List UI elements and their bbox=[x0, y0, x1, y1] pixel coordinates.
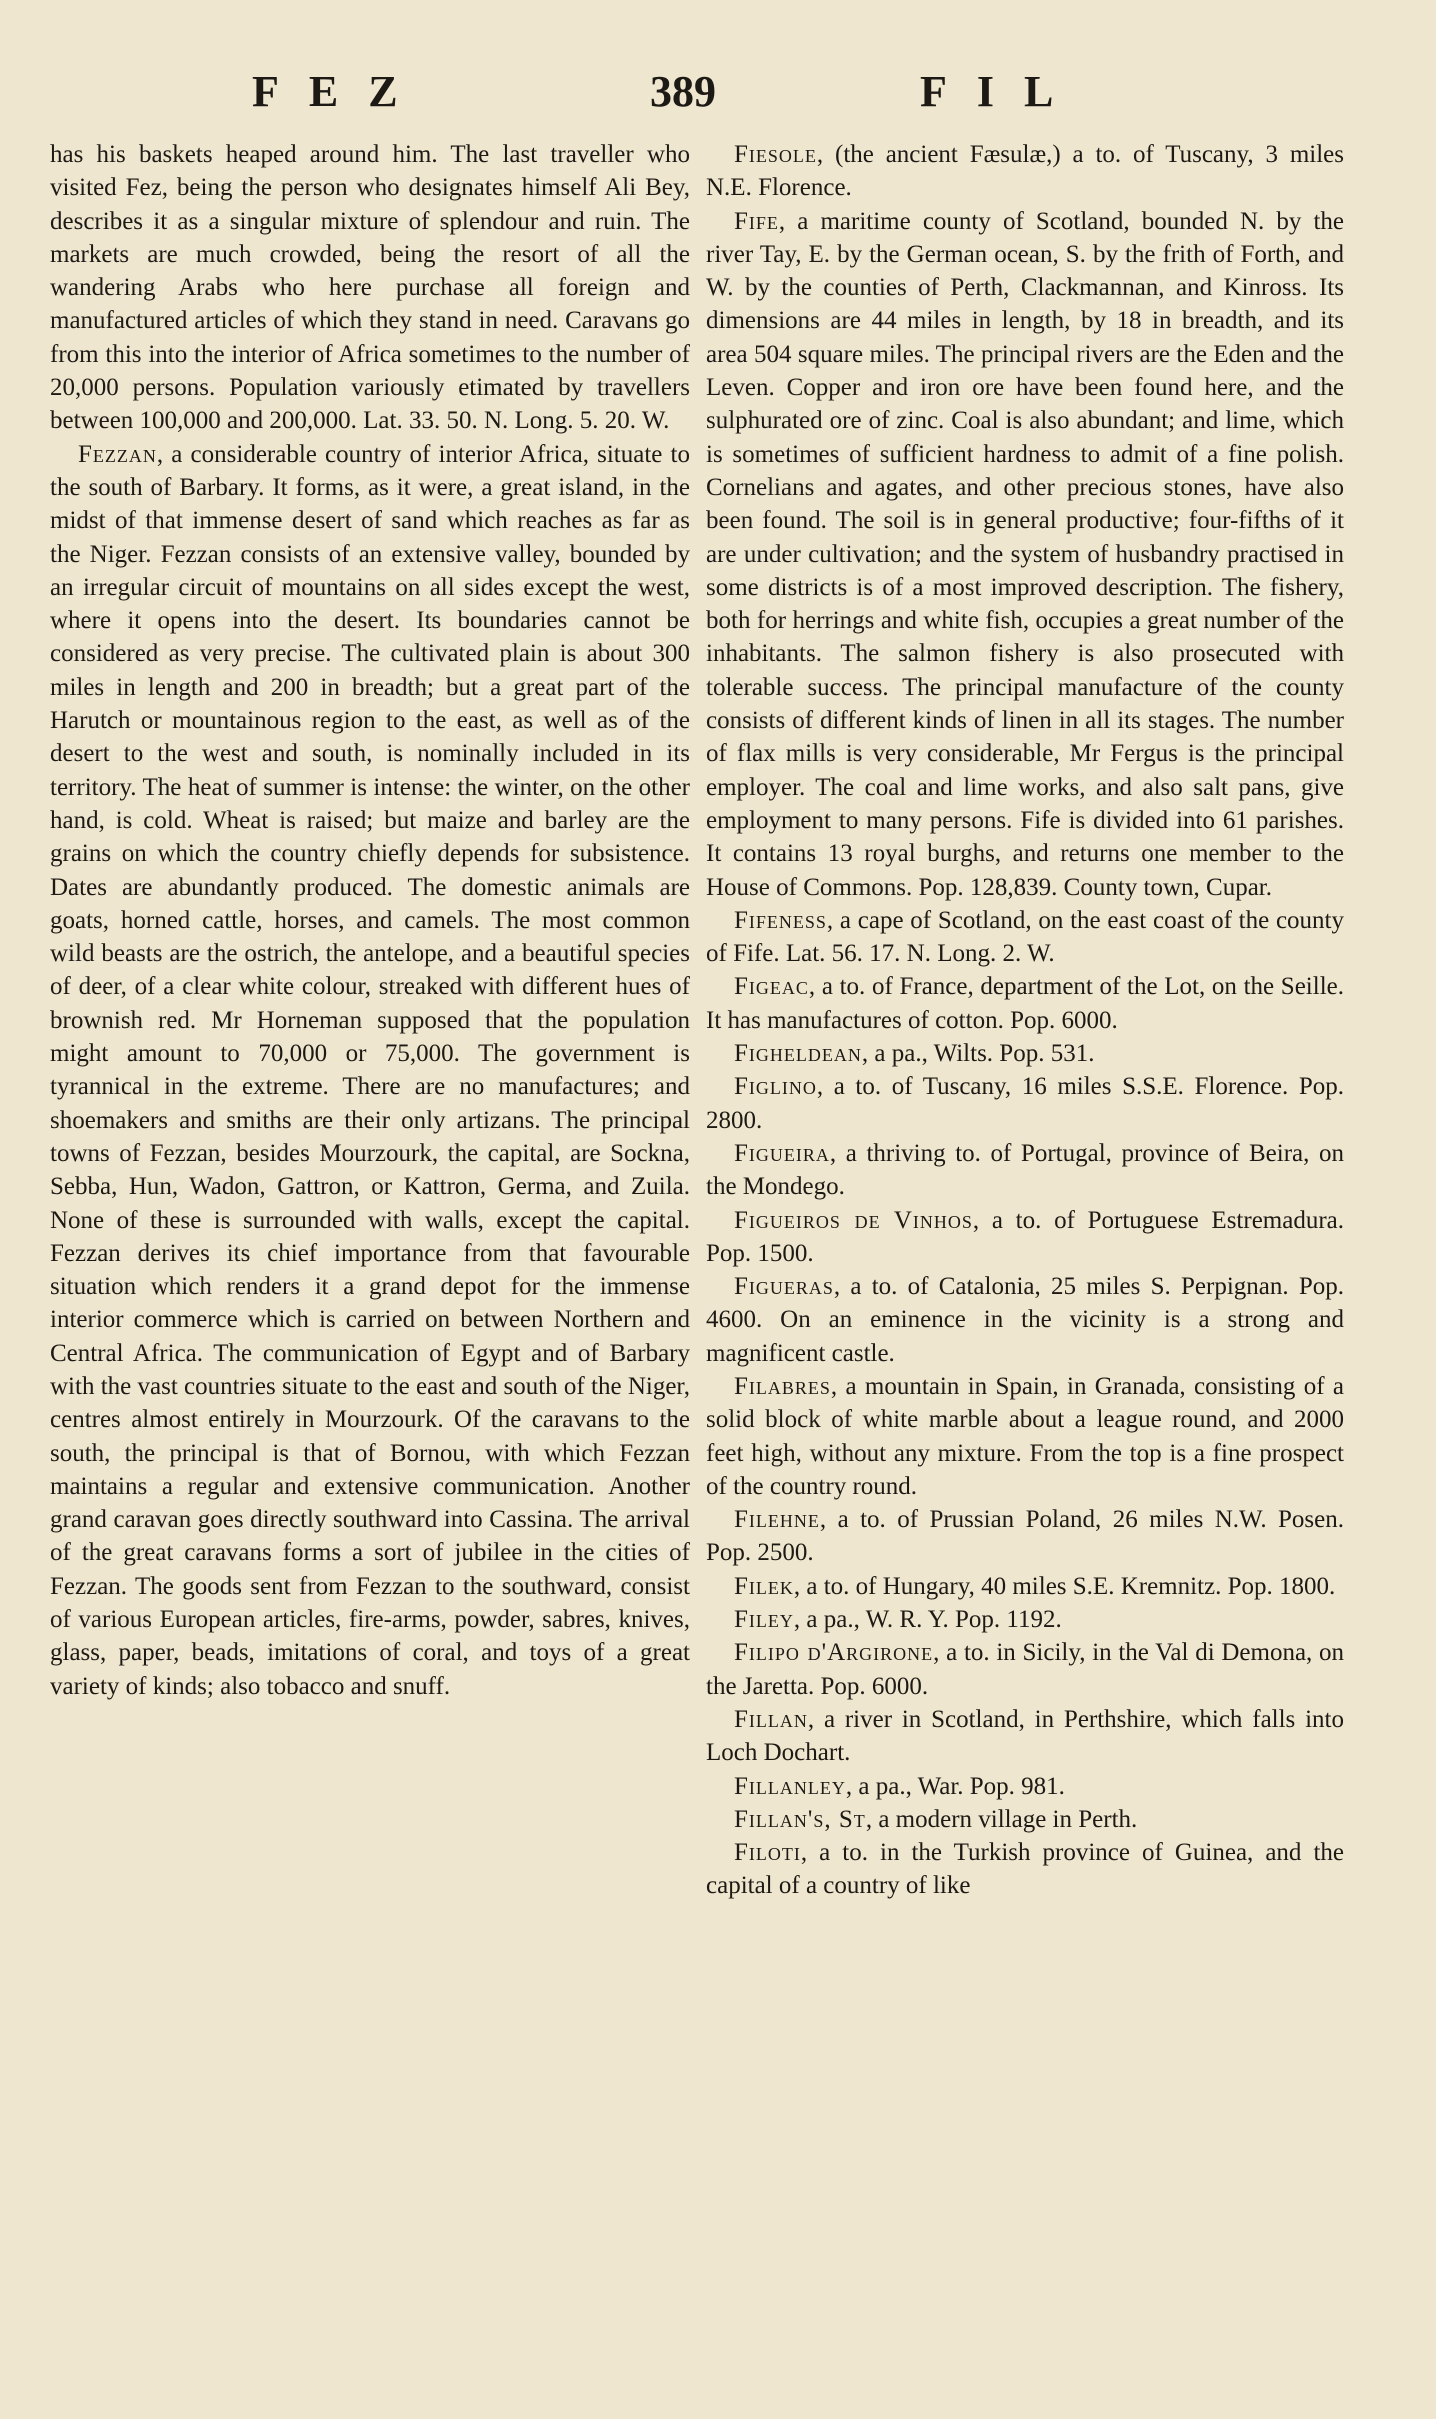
dictionary-entry bbox=[706, 1204, 1344, 1271]
dictionary-entry bbox=[706, 1803, 1344, 1836]
entry-headword: Filey bbox=[734, 1606, 794, 1634]
entry-text: , a to. in Sicily, in the Val di Demona, on the Jaretta. Pop. 6000. bbox=[706, 1639, 1345, 1700]
header-left-guide-word: FEZ bbox=[252, 67, 428, 116]
entry-text: , a to. of Catalonia, 25 miles S. Perpignan. Pop. 4600. On an eminence in the vicinity is a strong and magnificent castle. bbox=[706, 1273, 1344, 1367]
entry-text: , a cape of Scotland, on the east coast of the county of Fife. Lat. 56. 17. N. Long. 2. W. bbox=[706, 906, 1344, 968]
entry-text: , a pa., War. Pop. 981. bbox=[845, 1772, 1065, 1800]
entry-headword: Fillan's, St bbox=[734, 1805, 866, 1833]
dictionary-entry bbox=[50, 138, 690, 438]
entry-headword: Filek bbox=[734, 1572, 794, 1600]
entry-headword: Fifeness bbox=[734, 906, 827, 934]
entry-text: , a pa., W. R. Y. Pop. 1192. bbox=[793, 1606, 1062, 1634]
dictionary-entry bbox=[706, 970, 1344, 1037]
dictionary-entry bbox=[706, 904, 1344, 971]
entry-text: , a considerable country of interior Africa, situate to the south of Barbary. It forms, as it were, a great island, in the midst of that immense desert of sand which reaches as far as the Niger. Fezzan consists of an extensive valley, bounded by an irregular circuit of mountains on all sides except the west, where it opens into the desert. Its boundaries cannot be considered as very precise. The cultivated plain is about 300 miles in length and 200 in breadth; but a great part of the Harutch or mountainous region to the east, as well as of the desert to the west and south, is nominally included in its territory. The heat of summer is intense: the winter, on the other hand, is cold. Wheat is raised; but maize and barley are the grains on which the country chiefly depends for subsistence. Dates are abundantly produced. The domestic animals are goats, horned cattle, horses, and camels. The most common wild beasts are the ostrich, the antelope, and a beautiful species of deer, of a clear white colour, streaked with different hues of brownish red. Mr Horneman supposed that the population might amount to 70,000 or 75,000. The government is tyrannical in the extreme. There are no manufactures; and shoemakers and smiths are their only artizans. The principal towns of Fezzan, besides Mourzourk, the capital, are Sockna, Sebba, Hun, Wadon, Gattron, or Kattron, Germa, and Zuila. None of these is surrounded with walls, except the capital. Fezzan derives its chief importance from that favourable situation which renders it a grand depot for the immense interior commerce which is carried on between Northern and Central Africa. The communication of Egypt and of Barbary with the vast countries situate to the east and south of the Niger, centres almost entirely in Mourzourk. Of the caravans to the south, the principal is that of Bornou, with which Fezzan maintains a regular and extensive communication. Another grand caravan goes directly southward into Cassina. The arrival of the great caravans forms a sort of jubilee in the cities of Fezzan. The goods sent from Fezzan to the southward, consist of various European articles, fire-arms, powder, sabres, knives, glass, paper, beads, imitations of coral, and toys of a great variety of kinds; also tobacco and snuff. bbox=[50, 440, 690, 1700]
entry-text: , a to. of Tuscany, 16 miles S.S.E. Florence. Pop. 2800. bbox=[706, 1073, 1344, 1134]
left-column bbox=[50, 138, 690, 1703]
entry-text: , a river in Scotland, in Perthshire, which falls into Loch Dochart. bbox=[706, 1705, 1344, 1767]
entry-text: , a to. of Hungary, 40 miles S.E. Kremnitz. Pop. 1800. bbox=[793, 1572, 1336, 1600]
dictionary-entry bbox=[706, 1137, 1344, 1204]
entry-text: , a maritime county of Scotland, bounded N. by the river Tay, E. by the German ocean, S. by the frith of Forth, and W. by the counties of Perth, Clackmannan, and Kinross. Its dimensions are 44 miles in length, by 18 in breadth, and its area 504 square miles. The principal rivers are the Eden and the Leven. Copper and iron ore have been found here, and the sulphurated ore of zinc. Coal is also abundant; and lime, which is sometimes of sufficient hardness to admit of a fine polish. Cornelians and agates, and other precious stones, have also been found. The soil is in general productive; four-fifths of it are under cultivation; and the system of husbandry practised in some districts is of a most improved description. The fishery, both for herrings and white fish, occupies a great number of the inhabitants. The salmon fishery is also prosecuted with tolerable success. The principal manufacture of the county consists of different kinds of linen in all its stages. The number of flax mills is very considerable, Mr Fergus is the principal employer. The coal and lime works, and also salt pans, give employment to many persons. Fife is divided into 61 parishes. It contains 13 royal burghs, and returns one member to the House of Commons. Pop. 128,839. County town, Cupar. bbox=[706, 207, 1344, 901]
entry-headword: Figueira bbox=[734, 1139, 830, 1167]
dictionary-entry bbox=[706, 138, 1344, 205]
entry-text: , a to. in the Turkish province of Guinea, and the capital of a country of like bbox=[706, 1839, 1344, 1900]
entry-text: , a to. of Prussian Poland, 26 miles N.W. Posen. Pop. 2500. bbox=[706, 1506, 1344, 1567]
dictionary-entry bbox=[706, 1270, 1344, 1370]
dictionary-entry bbox=[706, 1570, 1344, 1603]
dictionary-entry bbox=[706, 1603, 1344, 1636]
entry-text: , a to. of Portuguese Estremadura. Pop. 1500. bbox=[706, 1206, 1345, 1267]
entry-headword: Figueras bbox=[734, 1273, 834, 1301]
dictionary-entry bbox=[706, 205, 1344, 904]
dictionary-entry bbox=[706, 1636, 1344, 1703]
entry-headword: Figeac bbox=[734, 973, 809, 1001]
entry-headword: Filabres bbox=[734, 1372, 831, 1400]
entry-headword: Fezzan bbox=[78, 440, 157, 468]
dictionary-entry bbox=[706, 1503, 1344, 1570]
entry-text: , a pa., Wilts. Pop. 531. bbox=[861, 1040, 1095, 1068]
entry-text: , a to. of France, department of the Lot, on the Seille. It has manufactures of cotton. Pop. 6000. bbox=[706, 973, 1344, 1034]
entry-headword: Filoti bbox=[734, 1839, 801, 1867]
dictionary-entry bbox=[706, 1370, 1344, 1503]
dictionary-entry bbox=[706, 1836, 1344, 1903]
right-column bbox=[706, 138, 1344, 1903]
entry-text: , a thriving to. of Portugal, province of Beira, on the Mondego. bbox=[706, 1139, 1344, 1201]
entry-headword: Figlino bbox=[734, 1073, 817, 1101]
running-head bbox=[0, 66, 1436, 136]
entry-text: , a mountain in Spain, in Granada, consisting of a solid block of white marble about a league round, and 2000 feet high, without any mixture. From the top is a fine prospect of the country round. bbox=[706, 1372, 1344, 1500]
header-right-guide-word: FIL bbox=[920, 67, 1084, 116]
entry-headword: Fillan bbox=[734, 1705, 808, 1733]
dictionary-entry bbox=[706, 1770, 1344, 1803]
entry-headword: Fiesole bbox=[734, 141, 817, 168]
entry-headword: Figueiros de Vinhos bbox=[734, 1206, 973, 1234]
entry-headword: Fillanley bbox=[734, 1772, 846, 1800]
entry-text: , a modern village in Perth. bbox=[865, 1805, 1138, 1833]
entry-headword: Fife bbox=[734, 207, 779, 235]
dictionary-entry bbox=[706, 1703, 1344, 1770]
dictionary-entry bbox=[706, 1070, 1344, 1137]
dictionary-entry bbox=[706, 1037, 1344, 1070]
entry-headword: Filipo d'Argirone bbox=[734, 1639, 934, 1667]
entry-text: , (the ancient Fæsulæ,) a to. of Tuscany, 3 miles N.E. Florence. bbox=[706, 141, 1344, 202]
entry-text: has his baskets heaped around him. The last traveller who visited Fez, being the person who designates himself Ali Bey, describes it as a singular mixture of splendour and ruin. The markets are much crowded, being the resort of all the wandering Arabs who here purchase all foreign and manufactured articles of which they stand in need. Caravans go from this into the interior of Africa sometimes to the number of 20,000 persons. Population variously etimated by travellers between 100,000 and 200,000. Lat. 33. 50. N. Long. 5. 20. W. bbox=[50, 141, 690, 435]
entry-headword: Filehne bbox=[734, 1506, 820, 1534]
dictionary-entry bbox=[50, 438, 690, 1703]
entry-headword: Figheldean bbox=[734, 1040, 862, 1068]
page-number: 389 bbox=[650, 67, 716, 116]
